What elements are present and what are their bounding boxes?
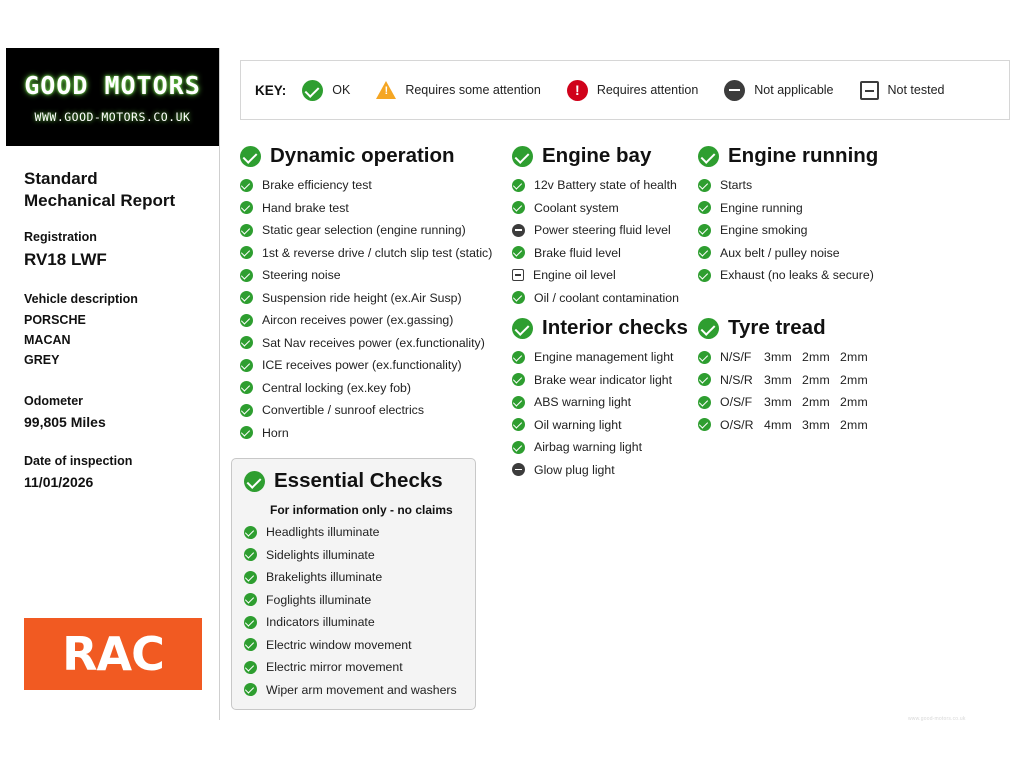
check-item (240, 268, 492, 282)
section-essential-checks (231, 458, 476, 710)
check-circle-icon (512, 373, 525, 386)
minus-circle-icon (512, 224, 525, 237)
check-item (512, 373, 704, 387)
tyre-values (764, 395, 878, 409)
check-item (698, 178, 908, 192)
section-engine-bay (512, 144, 704, 313)
check-circle-icon (698, 418, 711, 431)
tyre-values (764, 418, 878, 432)
check-item (512, 223, 704, 237)
check-item (698, 223, 908, 237)
check-item (240, 313, 492, 327)
key-item-not-tested-label: Not tested (887, 83, 945, 97)
minus-circle-icon (724, 80, 745, 101)
check-item (698, 268, 908, 282)
check-item (512, 246, 704, 260)
check-item-label: Aux belt / pulley noise (720, 245, 840, 260)
check-circle-icon (244, 548, 257, 561)
check-circle-icon (244, 571, 257, 584)
section-interior-checks (512, 316, 704, 485)
section-title: Engine bay (542, 144, 652, 167)
check-circle-icon (512, 201, 525, 214)
check-circle-icon (698, 146, 719, 167)
check-item-label: Glow plug light (534, 462, 615, 477)
check-item (244, 548, 463, 562)
check-item-label: Steering noise (262, 268, 341, 282)
key-item-ok-label: OK (332, 83, 351, 97)
section-title: Dynamic operation (270, 144, 455, 167)
check-item (244, 660, 463, 674)
check-item (240, 291, 492, 305)
section-header (698, 316, 908, 340)
check-item (244, 615, 463, 629)
inspection-date-label: Date of inspection (24, 454, 133, 468)
check-item-label: Engine oil level (533, 268, 616, 282)
check-item (512, 291, 704, 305)
check-circle-icon (240, 426, 253, 439)
check-circle-icon (698, 373, 711, 386)
key-item-some-attention (376, 81, 541, 99)
check-circle-icon (240, 179, 253, 192)
check-item (512, 440, 704, 454)
check-circle-icon (512, 179, 525, 192)
check-circle-icon (244, 526, 257, 539)
warning-triangle-icon (376, 81, 396, 99)
check-item-label: Starts (720, 178, 753, 192)
check-item (240, 201, 492, 215)
tyre-value: 2mm (840, 372, 868, 387)
check-item-label: Suspension ride height (ex.Air Susp) (262, 290, 462, 305)
tyre-row (698, 395, 908, 409)
tyre-value: 4mm (764, 417, 792, 432)
check-circle-icon (244, 638, 257, 651)
check-circle-icon (512, 396, 525, 409)
check-circle-icon (240, 336, 253, 349)
odometer-value: 99,805 Miles (24, 414, 106, 430)
key-item-not-applicable-label: Not applicable (754, 83, 834, 97)
key-item-not-tested (860, 81, 945, 100)
check-item-label: 12v Battery state of health (534, 178, 677, 192)
check-circle-icon (698, 179, 711, 192)
check-item (512, 395, 704, 409)
exclamation-circle-icon (567, 80, 588, 101)
tyre-value: 3mm (764, 372, 792, 387)
check-item-label: Electric mirror movement (266, 660, 403, 674)
tyre-position: O/S/R (720, 417, 754, 432)
check-circle-icon (240, 359, 253, 372)
vehicle-model: MACAN (24, 333, 71, 347)
check-circle-icon (698, 224, 711, 237)
check-circle-icon (240, 404, 253, 417)
check-item-label: 1st & reverse drive / clutch slip test (static) (262, 245, 493, 260)
top-margin (0, 0, 1024, 48)
tyre-row (698, 418, 908, 432)
check-item-label: Headlights illuminate (266, 525, 380, 539)
section-engine-running (698, 144, 908, 291)
tyre-value: 2mm (802, 372, 830, 387)
vehicle-description-label: Vehicle description (24, 292, 138, 306)
minus-circle-icon (512, 463, 525, 476)
check-circle-icon (698, 201, 711, 214)
dealer-logo (6, 48, 219, 146)
check-item (698, 246, 908, 260)
check-item-label: Airbag warning light (534, 440, 643, 454)
check-circle-icon (240, 224, 253, 237)
vehicle-details (24, 168, 209, 514)
check-item (512, 268, 704, 282)
check-item (512, 201, 704, 215)
check-circle-icon (698, 396, 711, 409)
tyre-value: 2mm (840, 395, 868, 409)
check-circle-icon (302, 80, 323, 101)
section-tyre-tread (698, 316, 908, 440)
dealer-logo-name: GOOD MOTORS (24, 70, 201, 100)
check-circle-icon (240, 146, 261, 167)
vehicle-colour: GREY (24, 353, 60, 367)
registration-value: RV18 LWF (24, 250, 107, 269)
check-item-label: Central locking (ex.key fob) (262, 380, 411, 395)
vehicle-description-value (24, 312, 209, 368)
check-item-label: Sidelights illuminate (266, 547, 375, 562)
registration-label: Registration (24, 230, 97, 244)
check-item (240, 178, 492, 192)
check-item (698, 201, 908, 215)
tyre-row (698, 350, 908, 364)
key-item-requires-attention-label: Requires attention (596, 83, 699, 97)
check-item-label: ICE receives power (ex.functionality) (262, 358, 462, 372)
check-item (240, 223, 492, 237)
check-circle-icon (512, 441, 525, 454)
check-item-label: Engine management light (534, 350, 674, 364)
check-item (240, 426, 492, 440)
minus-square-icon (512, 269, 524, 281)
check-circle-icon (698, 318, 719, 339)
check-item-label: ABS warning light (534, 395, 632, 409)
check-item (512, 350, 704, 364)
section-header (512, 316, 704, 340)
check-circle-icon (240, 201, 253, 214)
rac-logo (24, 618, 202, 690)
check-circle-icon (244, 593, 257, 606)
report-title (24, 168, 209, 212)
check-item-label: Exhaust (no leaks & secure) (720, 268, 874, 282)
check-circle-icon (512, 291, 525, 304)
key-item-ok (302, 80, 350, 101)
check-item-label: Engine running (720, 200, 803, 215)
tyre-values (764, 350, 878, 364)
check-item (244, 638, 463, 652)
tyre-value: 2mm (840, 350, 868, 364)
check-circle-icon (244, 683, 257, 696)
check-item-label: Brake fluid level (534, 245, 621, 260)
check-item (240, 358, 492, 372)
rac-logo-text: RAC (62, 627, 164, 681)
check-circle-icon (240, 269, 253, 282)
report-title-line-1: Standard (24, 169, 98, 188)
check-item-label: Foglights illuminate (266, 592, 372, 607)
dealer-logo-url: WWW.GOOD-MOTORS.CO.UK (34, 109, 191, 124)
check-circle-icon (244, 616, 257, 629)
check-item-label: Convertible / sunroof electrics (262, 403, 424, 417)
tyre-values (764, 373, 878, 387)
sidebar (0, 48, 220, 720)
check-item (240, 381, 492, 395)
check-item-label: Coolant system (534, 200, 619, 215)
check-circle-icon (512, 146, 533, 167)
section-dynamic-operation (240, 144, 492, 448)
section-header (698, 144, 908, 168)
tyre-position: N/S/F (720, 350, 752, 364)
key-item-not-applicable (724, 80, 833, 101)
check-circle-icon (244, 471, 265, 492)
tyre-value: 3mm (802, 417, 830, 432)
tyre-position: O/S/F (720, 395, 753, 409)
check-item (512, 178, 704, 192)
check-item-label: Static gear selection (engine running) (262, 223, 466, 237)
check-circle-icon (240, 381, 253, 394)
check-item (240, 336, 492, 350)
check-item-label: Engine smoking (720, 223, 808, 237)
check-item (512, 463, 704, 477)
section-header (512, 144, 704, 168)
section-subtitle: For information only - no claims (270, 503, 453, 517)
check-item (244, 683, 463, 697)
check-circle-icon (240, 246, 253, 259)
section-title: Engine running (728, 144, 879, 167)
tyre-row (698, 373, 908, 387)
minus-square-icon (860, 81, 879, 100)
tyre-value: 2mm (840, 417, 868, 432)
tyre-position: N/S/R (720, 372, 753, 387)
check-circle-icon (240, 314, 253, 327)
key-legend (240, 60, 1010, 120)
check-item (240, 246, 492, 260)
check-circle-icon (512, 418, 525, 431)
bottom-margin (0, 720, 1024, 768)
check-item (244, 593, 463, 607)
section-title: Interior checks (542, 316, 688, 339)
check-item-label: Brake efficiency test (262, 178, 372, 192)
check-item-label: Hand brake test (262, 200, 349, 215)
check-circle-icon (244, 661, 257, 674)
key-legend-label: KEY: (255, 82, 287, 98)
check-item-label: Indicators illuminate (266, 615, 375, 629)
check-item (244, 525, 463, 539)
tyre-value: 3mm (764, 395, 792, 409)
odometer-label: Odometer (24, 394, 84, 408)
key-item-requires-attention (567, 80, 698, 101)
section-header (244, 469, 463, 493)
section-title: Essential Checks (274, 469, 443, 492)
check-item-label: Power steering fluid level (534, 223, 671, 237)
check-circle-icon (240, 291, 253, 304)
check-circle-icon (698, 246, 711, 259)
check-item-label: Electric window movement (266, 637, 412, 652)
tyre-value: 2mm (802, 350, 830, 364)
check-item-label: Aircon receives power (ex.gassing) (262, 313, 454, 327)
check-circle-icon (512, 246, 525, 259)
section-title: Tyre tread (728, 316, 826, 339)
check-item (244, 570, 463, 584)
check-circle-icon (512, 318, 533, 339)
report-title-line-2: Mechanical Report (24, 191, 176, 210)
check-circle-icon (698, 351, 711, 364)
check-item-label: Wiper arm movement and washers (266, 682, 457, 697)
check-item-label: Oil / coolant contamination (534, 290, 679, 305)
tyre-value: 2mm (802, 395, 830, 409)
check-item (240, 403, 492, 417)
check-item-label: Oil warning light (534, 417, 622, 432)
check-item-label: Brakelights illuminate (266, 570, 383, 584)
section-header (240, 144, 492, 168)
key-item-some-attention-label: Requires some attention (405, 83, 541, 97)
footer-note: www.good-motors.co.uk (908, 716, 966, 722)
check-circle-icon (698, 269, 711, 282)
vehicle-make: PORSCHE (24, 313, 86, 327)
tyre-value: 3mm (764, 350, 792, 364)
check-item-label: Sat Nav receives power (ex.functionality) (262, 335, 485, 350)
check-circle-icon (512, 351, 525, 364)
check-item-label: Horn (262, 425, 289, 440)
check-item-label: Brake wear indicator light (534, 372, 673, 387)
inspection-date-value: 11/01/2026 (24, 474, 94, 490)
check-item (512, 418, 704, 432)
